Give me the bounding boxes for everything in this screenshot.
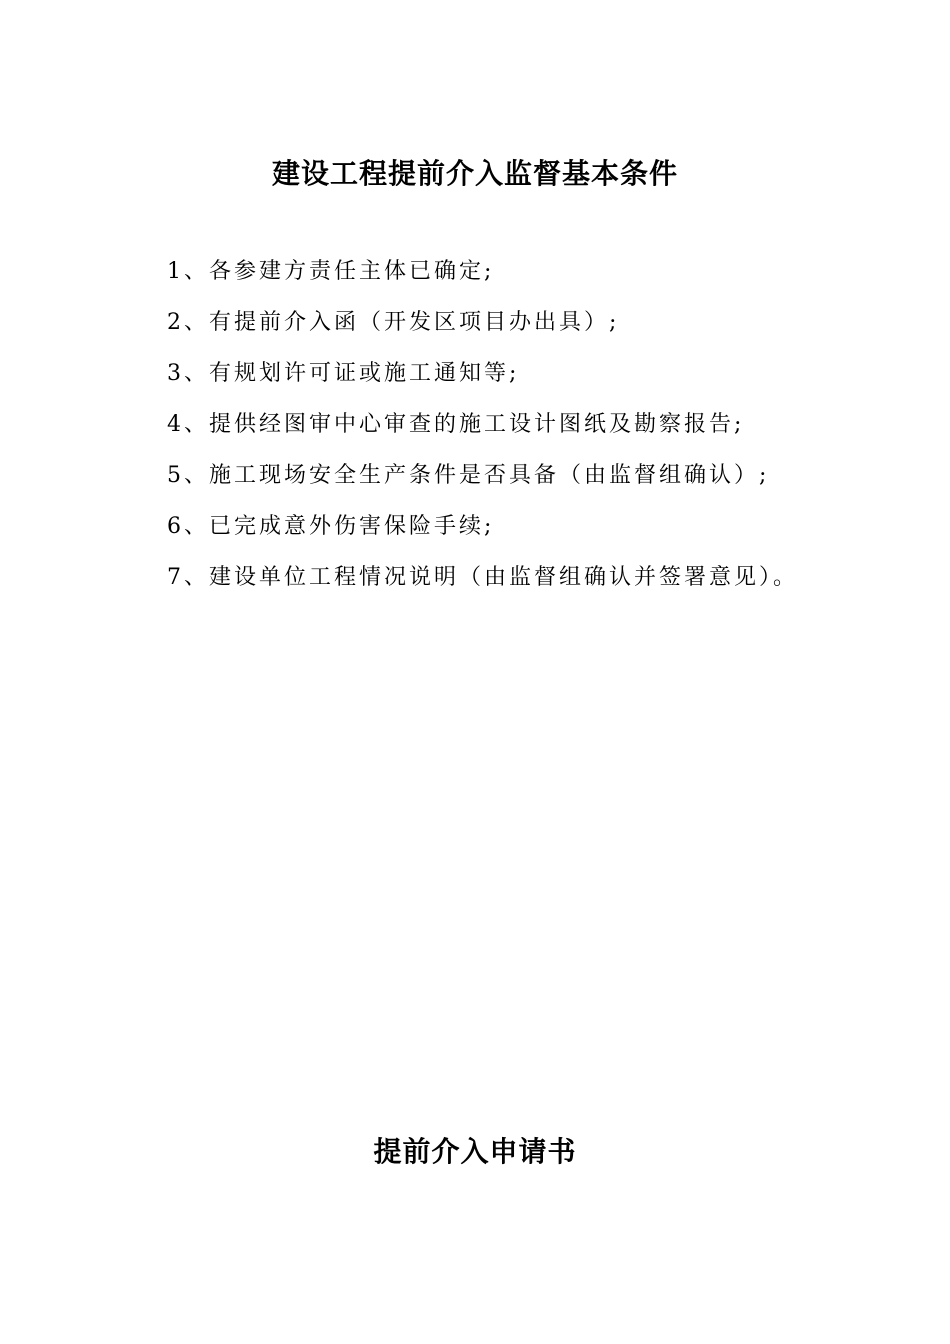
condition-item-2: 2、有提前介入函（开发区项目办出具）; [167,310,620,335]
application-title: 提前介入申请书 [373,1135,577,1168]
condition-item-4: 4、提供经图审中心审查的施工设计图纸及勘察报告; [167,412,745,437]
condition-item-5: 5、施工现场安全生产条件是否具备（由监督组确认）; [167,463,770,488]
condition-item-3: 3、有规划许可证或施工通知等; [167,361,520,386]
condition-item-1: 1、各参建方责任主体已确定; [167,259,495,284]
condition-item-7: 7、建设单位工程情况说明（由监督组确认并签署意见）。 [167,565,798,590]
page-title: 建设工程提前介入监督基本条件 [271,157,678,190]
condition-item-6: 6、已完成意外伤害保险手续; [167,514,495,539]
conditions-list [167,246,907,603]
